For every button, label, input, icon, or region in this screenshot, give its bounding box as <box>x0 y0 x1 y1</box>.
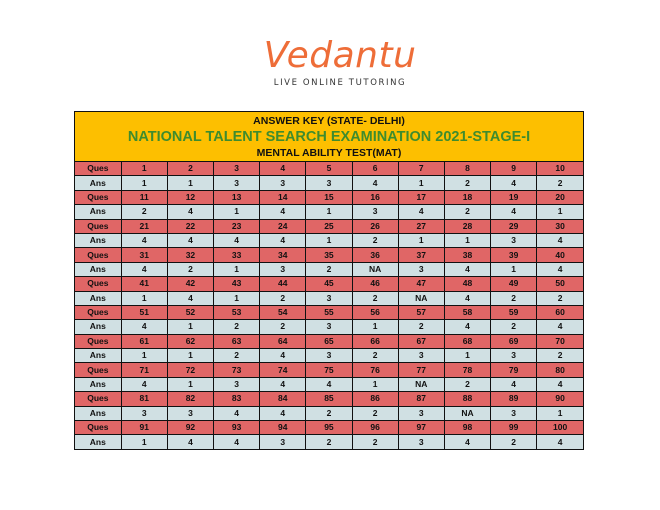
question-number: 44 <box>260 277 306 291</box>
question-row <box>75 363 583 377</box>
question-row-label: Ques <box>75 248 121 262</box>
question-number: 9 <box>491 162 537 176</box>
question-number: 45 <box>306 277 352 291</box>
question-number: 24 <box>260 219 306 233</box>
question-number: 36 <box>352 248 398 262</box>
answer-value: 2 <box>444 377 490 391</box>
question-number: 72 <box>167 363 213 377</box>
answer-value: 1 <box>214 262 260 276</box>
answer-value: 4 <box>260 233 306 247</box>
question-number: 74 <box>260 363 306 377</box>
question-number: 54 <box>260 305 306 319</box>
answer-value: 2 <box>121 205 167 219</box>
answer-value: 2 <box>352 349 398 363</box>
answer-value: 3 <box>491 233 537 247</box>
question-row <box>75 277 583 291</box>
answer-value: 1 <box>167 320 213 334</box>
question-row-label: Ques <box>75 334 121 348</box>
answer-value: 4 <box>167 435 213 449</box>
question-number: 97 <box>398 421 444 435</box>
answer-value: 1 <box>167 349 213 363</box>
question-number: 47 <box>398 277 444 291</box>
vedantu-logo <box>255 36 425 88</box>
question-number: 50 <box>537 277 583 291</box>
answer-value: 2 <box>491 291 537 305</box>
question-number: 91 <box>121 421 167 435</box>
answer-row <box>75 262 583 276</box>
answer-value: 2 <box>352 406 398 420</box>
question-number: 32 <box>167 248 213 262</box>
answer-key-sheet <box>74 111 584 450</box>
answer-value: NA <box>444 406 490 420</box>
answer-value: 1 <box>214 291 260 305</box>
question-number: 99 <box>491 421 537 435</box>
answer-value: 4 <box>491 377 537 391</box>
question-number: 82 <box>167 392 213 406</box>
answer-value: 4 <box>537 320 583 334</box>
question-number: 61 <box>121 334 167 348</box>
answer-value: 3 <box>260 262 306 276</box>
answer-value: 3 <box>491 406 537 420</box>
question-number: 89 <box>491 392 537 406</box>
question-number: 98 <box>444 421 490 435</box>
question-number: 21 <box>121 219 167 233</box>
question-row <box>75 305 583 319</box>
banner-test-title: MENTAL ABILITY TEST(MAT) <box>256 147 402 159</box>
question-row-label: Ques <box>75 277 121 291</box>
banner-exam-title: NATIONAL TALENT SEARCH EXAMINATION 2021-STAGE-I <box>127 129 531 145</box>
answer-value: 2 <box>537 349 583 363</box>
answer-value: 1 <box>167 176 213 190</box>
answer-value: 2 <box>444 176 490 190</box>
question-number: 70 <box>537 334 583 348</box>
answer-row-label: Ans <box>75 291 121 305</box>
answer-value: 2 <box>260 320 306 334</box>
answer-value: 3 <box>306 291 352 305</box>
answer-key-banner <box>75 112 583 162</box>
answer-value: 4 <box>214 435 260 449</box>
question-number: 71 <box>121 363 167 377</box>
answer-value: 3 <box>398 406 444 420</box>
answer-value: 1 <box>167 377 213 391</box>
question-number: 80 <box>537 363 583 377</box>
answer-value: 2 <box>537 291 583 305</box>
question-number: 65 <box>306 334 352 348</box>
question-number: 15 <box>306 190 352 204</box>
answer-value: NA <box>398 377 444 391</box>
question-number: 30 <box>537 219 583 233</box>
question-number: 18 <box>444 190 490 204</box>
question-number: 37 <box>398 248 444 262</box>
question-number: 53 <box>214 305 260 319</box>
question-number: 67 <box>398 334 444 348</box>
answer-value: 2 <box>491 435 537 449</box>
question-number: 76 <box>352 363 398 377</box>
question-number: 63 <box>214 334 260 348</box>
logo-tagline: LIVE ONLINE TUTORING <box>273 78 407 88</box>
question-number: 10 <box>537 162 583 176</box>
question-row-label: Ques <box>75 305 121 319</box>
answer-row <box>75 291 583 305</box>
question-number: 96 <box>352 421 398 435</box>
question-number: 3 <box>214 162 260 176</box>
question-number: 13 <box>214 190 260 204</box>
question-number: 55 <box>306 305 352 319</box>
answer-value: 4 <box>537 233 583 247</box>
answer-value: 4 <box>444 291 490 305</box>
answer-value: 2 <box>491 320 537 334</box>
question-number: 52 <box>167 305 213 319</box>
answer-value: 1 <box>537 406 583 420</box>
answer-value: 4 <box>537 435 583 449</box>
answer-value: 4 <box>167 291 213 305</box>
question-row <box>75 421 583 435</box>
question-number: 28 <box>444 219 490 233</box>
answer-value: 1 <box>121 291 167 305</box>
answer-value: 1 <box>444 349 490 363</box>
answer-row <box>75 406 583 420</box>
answer-value: 3 <box>214 377 260 391</box>
question-number: 23 <box>214 219 260 233</box>
question-number: 95 <box>306 421 352 435</box>
answer-value: 2 <box>214 320 260 334</box>
question-number: 73 <box>214 363 260 377</box>
logo-wordmark: Vedantu <box>263 35 417 76</box>
answer-value: 4 <box>121 377 167 391</box>
question-number: 60 <box>537 305 583 319</box>
question-number: 29 <box>491 219 537 233</box>
question-number: 4 <box>260 162 306 176</box>
answer-value: 4 <box>167 205 213 219</box>
answer-value: 2 <box>398 320 444 334</box>
question-number: 12 <box>167 190 213 204</box>
answer-value: 3 <box>398 435 444 449</box>
answer-value: 4 <box>306 377 352 391</box>
answer-row-label: Ans <box>75 377 121 391</box>
question-number: 66 <box>352 334 398 348</box>
answer-value: 4 <box>214 233 260 247</box>
answer-value: 1 <box>214 205 260 219</box>
answer-value: 1 <box>398 233 444 247</box>
answer-value: 1 <box>352 320 398 334</box>
answer-value: 4 <box>444 435 490 449</box>
answer-value: 1 <box>352 377 398 391</box>
question-number: 46 <box>352 277 398 291</box>
question-number: 7 <box>398 162 444 176</box>
question-number: 38 <box>444 248 490 262</box>
question-number: 59 <box>491 305 537 319</box>
question-number: 85 <box>306 392 352 406</box>
question-number: 43 <box>214 277 260 291</box>
answer-row <box>75 349 583 363</box>
answer-value: 4 <box>260 205 306 219</box>
banner-state-title: ANSWER KEY (STATE- DELHI) <box>253 115 405 127</box>
question-number: 14 <box>260 190 306 204</box>
answer-value: 2 <box>306 406 352 420</box>
answer-value: 3 <box>260 435 306 449</box>
question-number: 1 <box>121 162 167 176</box>
question-number: 48 <box>444 277 490 291</box>
question-number: 6 <box>352 162 398 176</box>
answer-value: 3 <box>121 406 167 420</box>
question-number: 20 <box>537 190 583 204</box>
answer-row-label: Ans <box>75 320 121 334</box>
answer-value: 1 <box>306 233 352 247</box>
question-number: 31 <box>121 248 167 262</box>
answer-value: 3 <box>260 176 306 190</box>
answer-value: 2 <box>352 435 398 449</box>
answer-value: 3 <box>167 406 213 420</box>
question-number: 26 <box>352 219 398 233</box>
answer-row-label: Ans <box>75 233 121 247</box>
answer-value: 2 <box>537 176 583 190</box>
answer-value: 1 <box>398 176 444 190</box>
answer-value: 4 <box>167 233 213 247</box>
answer-value: 3 <box>352 205 398 219</box>
question-number: 87 <box>398 392 444 406</box>
answer-value: 3 <box>306 176 352 190</box>
question-number: 40 <box>537 248 583 262</box>
answer-value: 4 <box>214 406 260 420</box>
answer-value: 1 <box>121 349 167 363</box>
answer-value: NA <box>398 291 444 305</box>
question-number: 27 <box>398 219 444 233</box>
question-row-label: Ques <box>75 421 121 435</box>
answer-row <box>75 233 583 247</box>
question-number: 51 <box>121 305 167 319</box>
question-number: 35 <box>306 248 352 262</box>
question-number: 81 <box>121 392 167 406</box>
answer-value: 4 <box>491 176 537 190</box>
answer-value: 1 <box>306 205 352 219</box>
question-number: 68 <box>444 334 490 348</box>
answer-value: 4 <box>444 320 490 334</box>
question-number: 100 <box>537 421 583 435</box>
question-number: 92 <box>167 421 213 435</box>
answer-value: 2 <box>214 349 260 363</box>
question-row <box>75 334 583 348</box>
question-row-label: Ques <box>75 219 121 233</box>
answer-value: 2 <box>352 233 398 247</box>
question-number: 69 <box>491 334 537 348</box>
answer-row <box>75 176 583 190</box>
answer-value: 3 <box>491 349 537 363</box>
answer-value: 3 <box>214 176 260 190</box>
question-row-label: Ques <box>75 392 121 406</box>
answer-value: 3 <box>398 262 444 276</box>
question-number: 77 <box>398 363 444 377</box>
question-number: 86 <box>352 392 398 406</box>
question-row-label: Ques <box>75 363 121 377</box>
question-row <box>75 392 583 406</box>
question-number: 88 <box>444 392 490 406</box>
question-number: 49 <box>491 277 537 291</box>
question-row <box>75 190 583 204</box>
answer-row <box>75 205 583 219</box>
answer-value: 2 <box>306 262 352 276</box>
answer-value: 4 <box>121 233 167 247</box>
question-number: 5 <box>306 162 352 176</box>
question-number: 25 <box>306 219 352 233</box>
question-number: 56 <box>352 305 398 319</box>
answer-value: 2 <box>444 205 490 219</box>
answer-row <box>75 377 583 391</box>
answer-value: 4 <box>537 262 583 276</box>
question-row-label: Ques <box>75 162 121 176</box>
answer-value: 1 <box>537 205 583 219</box>
question-number: 57 <box>398 305 444 319</box>
question-number: 42 <box>167 277 213 291</box>
question-number: 19 <box>491 190 537 204</box>
answer-row-label: Ans <box>75 262 121 276</box>
question-number: 75 <box>306 363 352 377</box>
answer-value: 4 <box>491 205 537 219</box>
question-number: 2 <box>167 162 213 176</box>
question-number: 34 <box>260 248 306 262</box>
question-number: 39 <box>491 248 537 262</box>
question-number: 62 <box>167 334 213 348</box>
answer-value: 1 <box>121 435 167 449</box>
answer-value: 2 <box>306 435 352 449</box>
answer-row-label: Ans <box>75 406 121 420</box>
question-number: 8 <box>444 162 490 176</box>
answer-row-label: Ans <box>75 205 121 219</box>
question-number: 90 <box>537 392 583 406</box>
answer-value: 4 <box>121 320 167 334</box>
answer-value: 4 <box>352 176 398 190</box>
question-number: 33 <box>214 248 260 262</box>
answer-value: 4 <box>444 262 490 276</box>
question-number: 11 <box>121 190 167 204</box>
answer-value: 1 <box>121 176 167 190</box>
answer-value: 4 <box>398 205 444 219</box>
answer-value: 2 <box>167 262 213 276</box>
answer-value: 1 <box>444 233 490 247</box>
answer-value: 4 <box>537 377 583 391</box>
answer-value: 4 <box>260 406 306 420</box>
question-number: 41 <box>121 277 167 291</box>
question-number: 22 <box>167 219 213 233</box>
question-row <box>75 162 583 176</box>
question-number: 17 <box>398 190 444 204</box>
answer-value: NA <box>352 262 398 276</box>
answer-value: 3 <box>398 349 444 363</box>
answer-row <box>75 320 583 334</box>
answer-value: 2 <box>260 291 306 305</box>
answer-value: 3 <box>306 320 352 334</box>
answer-row-label: Ans <box>75 176 121 190</box>
question-row-label: Ques <box>75 190 121 204</box>
answer-value: 2 <box>352 291 398 305</box>
question-number: 83 <box>214 392 260 406</box>
question-row <box>75 219 583 233</box>
question-number: 93 <box>214 421 260 435</box>
answer-row-label: Ans <box>75 349 121 363</box>
question-number: 78 <box>444 363 490 377</box>
question-number: 94 <box>260 421 306 435</box>
answer-value: 4 <box>260 349 306 363</box>
answer-key-table <box>75 162 583 449</box>
answer-value: 4 <box>121 262 167 276</box>
answer-value: 1 <box>491 262 537 276</box>
question-number: 84 <box>260 392 306 406</box>
question-number: 79 <box>491 363 537 377</box>
answer-value: 3 <box>306 349 352 363</box>
question-number: 64 <box>260 334 306 348</box>
answer-row-label: Ans <box>75 435 121 449</box>
answer-value: 4 <box>260 377 306 391</box>
answer-row <box>75 435 583 449</box>
question-number: 58 <box>444 305 490 319</box>
question-number: 16 <box>352 190 398 204</box>
question-row <box>75 248 583 262</box>
